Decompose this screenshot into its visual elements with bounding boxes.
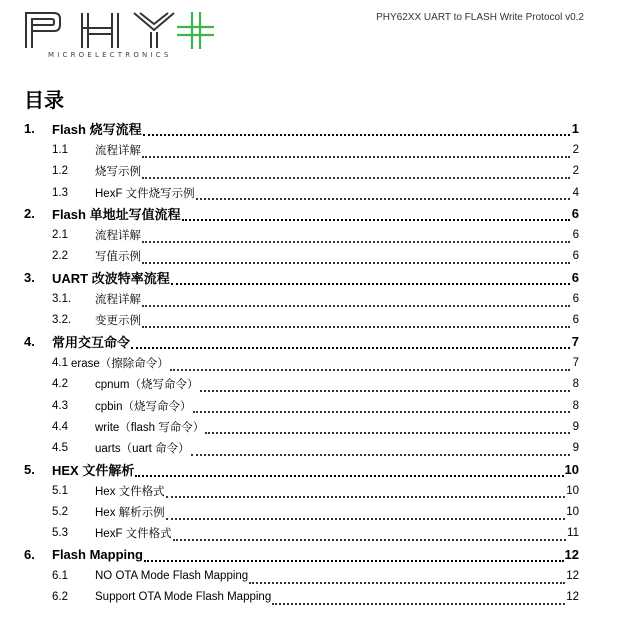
- toc-entry-label: Flash 单地址写值流程: [52, 207, 181, 223]
- toc-entry-label: HexF 文件格式: [95, 528, 172, 541]
- logo-subtitle: MICROELECTRONICS: [48, 51, 172, 59]
- toc-page-number: 7: [571, 334, 579, 350]
- toc-entry-number: 3.1.: [52, 293, 72, 306]
- toc-entry-number: 1.: [24, 121, 35, 137]
- toc-page-number: 8: [572, 399, 579, 412]
- toc-entry-number: 6.1: [52, 569, 68, 582]
- toc-entry-number: 1.2: [52, 165, 68, 178]
- toc-entry-number: 4.: [24, 334, 35, 350]
- toc-entry-label: Support OTA Mode Flash Mapping: [95, 591, 272, 604]
- toc-subsection-link[interactable]: [24, 374, 579, 395]
- dot-leader: [142, 165, 570, 179]
- toc-entry-number: 5.: [24, 461, 35, 477]
- toc-entry-label: Hex 文件格式: [95, 485, 165, 498]
- toc-page-number: 2: [572, 165, 579, 178]
- dot-leader: [142, 293, 570, 307]
- dot-leader: [142, 314, 570, 328]
- toc-subsection-link[interactable]: [24, 501, 579, 522]
- toc-page-number: 9: [572, 442, 579, 455]
- toc-entry-number: 4.3: [52, 399, 68, 412]
- toc-entry-number: 5.2: [52, 505, 68, 518]
- toc-page-number: 4: [572, 186, 579, 199]
- toc-entry-number: 1.1: [52, 143, 68, 156]
- dot-leader: [173, 527, 566, 541]
- toc-page-number: 10: [566, 484, 579, 497]
- toc-entry-label: 常用交互命令: [52, 335, 131, 351]
- toc-subsection-link[interactable]: [24, 395, 579, 416]
- toc-section-link[interactable]: [24, 459, 579, 480]
- toc-section-link[interactable]: [24, 544, 579, 565]
- toc-section-link[interactable]: [24, 118, 579, 139]
- dot-leader: [166, 485, 566, 499]
- toc-subsection-link[interactable]: [24, 480, 579, 501]
- toc-entry-label: HexF 文件烧写示例: [95, 187, 195, 200]
- toc-entry-label: 变更示例: [95, 315, 141, 328]
- toc-entry-label: cpbin（烧写命令）: [95, 400, 192, 413]
- toc-subsection-link[interactable]: [24, 288, 579, 309]
- toc-page-number: 12: [566, 591, 579, 604]
- toc-page-number: 10: [564, 461, 579, 477]
- toc-entry-label: 写值示例: [95, 251, 141, 264]
- toc-page-number: 9: [572, 420, 579, 433]
- toc-page-number: 6: [571, 270, 579, 286]
- toc-entry-number: 4.4: [52, 420, 68, 433]
- dot-leader: [135, 462, 563, 477]
- toc-page-number: 6: [572, 229, 579, 242]
- dot-leader: [182, 206, 570, 221]
- dot-leader: [166, 506, 566, 520]
- document-title: PHY62XX UART to FLASH Write Protocol v0.2: [376, 12, 584, 23]
- toc-entry-number: 2.: [24, 206, 35, 222]
- toc-entry-number: 6.: [24, 547, 35, 563]
- dot-leader: [144, 547, 564, 562]
- dot-leader: [131, 334, 570, 349]
- toc-entry-number: 3.2.: [52, 314, 72, 327]
- dot-leader: [205, 421, 570, 435]
- toc-subsection-link[interactable]: [24, 416, 579, 437]
- toc-subsection-link[interactable]: [24, 310, 579, 331]
- dot-leader: [196, 187, 570, 201]
- toc-subsection-link[interactable]: [24, 224, 579, 245]
- toc-entry-label: UART 改波特率流程: [52, 271, 170, 287]
- toc-entry-label: 流程详解: [95, 230, 141, 243]
- toc-page-number: 2: [572, 143, 579, 156]
- toc-page-number: 1: [571, 121, 579, 137]
- toc-entry-label: 流程详解: [95, 294, 141, 307]
- toc-entry-label: 烧写示例: [95, 166, 141, 179]
- dot-leader: [193, 400, 571, 414]
- dot-leader: [200, 378, 570, 392]
- toc-subsection-link[interactable]: [24, 139, 579, 160]
- toc-entry-number: 1.3: [52, 186, 68, 199]
- toc-subsection-link[interactable]: [24, 161, 579, 182]
- toc-entry-label: NO OTA Mode Flash Mapping: [95, 569, 249, 582]
- toc-entry-label: HEX 文件解析: [52, 462, 135, 478]
- toc-entry-label: erase（擦除命令）: [71, 357, 169, 370]
- toc-entry-number: 3.: [24, 270, 35, 286]
- toc-entry-label: 流程详解: [95, 144, 141, 157]
- toc-section-link[interactable]: [24, 331, 579, 352]
- toc-subsection-link[interactable]: [24, 565, 579, 586]
- toc-page-number: 6: [572, 293, 579, 306]
- dot-leader: [142, 229, 570, 243]
- toc-entry-number: 6.2: [52, 591, 68, 604]
- toc-section-link[interactable]: [24, 203, 579, 224]
- toc-page-number: 6: [572, 250, 579, 263]
- toc-entry-label: write（flash 写命令）: [95, 421, 205, 434]
- toc-entry-label: cpnum（烧写命令）: [95, 379, 199, 392]
- toc-page-number: 7: [572, 356, 579, 369]
- toc-subsection-link[interactable]: [24, 246, 579, 267]
- toc-entry-label: Flash Mapping: [52, 547, 143, 563]
- dot-leader: [249, 570, 565, 584]
- dot-leader: [191, 442, 570, 456]
- toc-entry-number: 2.2: [52, 250, 68, 263]
- dot-leader: [143, 121, 570, 136]
- toc-subsection-link[interactable]: [24, 437, 579, 458]
- dot-leader: [171, 270, 570, 285]
- toc-page-number: 12: [566, 569, 579, 582]
- toc-page-number: 8: [572, 378, 579, 391]
- toc-subsection-link[interactable]: [24, 587, 579, 608]
- toc-subsection-link[interactable]: [24, 352, 579, 373]
- toc-entry-number: 4.2: [52, 378, 68, 391]
- dot-leader: [142, 251, 570, 265]
- toc-entry-label: Hex 解析示例: [95, 506, 165, 519]
- table-of-contents: [24, 118, 579, 608]
- toc-page-number: 12: [564, 547, 579, 563]
- dot-leader: [142, 144, 570, 158]
- toc-title: 目录: [24, 88, 64, 112]
- toc-page-number: 6: [571, 206, 579, 222]
- toc-section-link[interactable]: [24, 267, 579, 288]
- toc-subsection-link[interactable]: [24, 523, 579, 544]
- toc-entry-label: uarts（uart 命令）: [95, 443, 190, 456]
- toc-page-number: 6: [572, 314, 579, 327]
- toc-entry-number: 2.1: [52, 229, 68, 242]
- dot-leader: [272, 591, 565, 605]
- toc-entry-label: Flash 烧写流程: [52, 122, 142, 138]
- toc-entry-number: 4.1: [52, 356, 68, 369]
- toc-entry-number: 4.5: [52, 442, 68, 455]
- dot-leader: [170, 357, 570, 371]
- toc-subsection-link[interactable]: [24, 182, 579, 203]
- toc-page-number: 11: [567, 527, 579, 540]
- toc-entry-number: 5.3: [52, 527, 68, 540]
- toc-page-number: 10: [566, 505, 579, 518]
- toc-entry-number: 5.1: [52, 484, 68, 497]
- phy-logo-icon: [24, 10, 214, 50]
